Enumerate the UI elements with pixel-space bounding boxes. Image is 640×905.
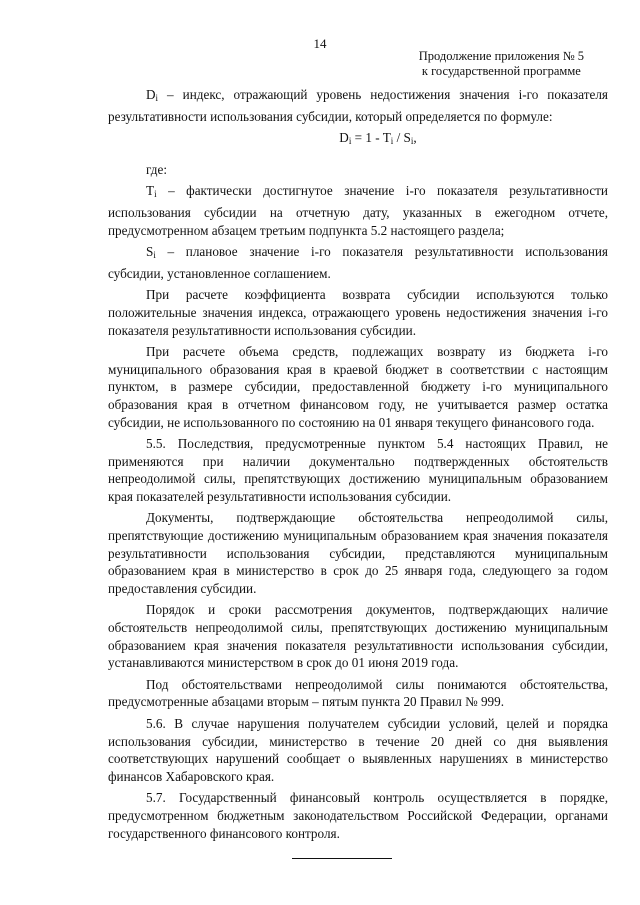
paragraph-5-5: 5.5. Последствия, предусмотренные пунктом 5.4 настоящих Правил, не применяются при наличии документально подтвержденных обстоятельств непреодолимой силы, препятствующих достижению муниципальным образованием края показателей результативности использования субсидии.	[108, 436, 608, 504]
paragraph-positive-values: При расчете коэффициента возврата субсидии используются только положительные значения индекса, отражающего уровень недостижения значения i-го показателя результативности использования субсидии.	[108, 287, 608, 338]
end-rule	[292, 858, 392, 859]
paragraph-t-definition	[108, 182, 608, 239]
paragraph-force-majeure: Под обстоятельствами непреодолимой силы понимаются обстоятельства, предусмотренные абзацами вторым – пятым пункта 20 Правил № 999.	[108, 676, 608, 710]
formula-end: ,	[413, 130, 417, 146]
paragraph-5-7: 5.7. Государственный финансовый контроль осуществляется в порядке, предусмотренном бюджетным законодательством Российской Федерации, органами государственного финансового контроля.	[108, 790, 608, 841]
paragraph-review-procedure: Порядок и сроки рассмотрения документов, подтверждающих наличие обстоятельств непреодолимой силы, препятствующих достижению муниципальным образованием края значения показателя результативности использования субсидии, устанавливаются министерством в срок до 01 июня 2019 года.	[108, 602, 608, 671]
paragraph-documents: Документы, подтверждающие обстоятельства непреодолимой силы, препятствующие достижению муниципальным образованием края значения показателя результативности использования субсидии, представляются муниципальным образованием края в министерство в срок до 25 января года, следующего за годом предоставления субсидии.	[108, 510, 608, 596]
page-number: 14	[313, 36, 327, 51]
appendix-reference	[419, 49, 584, 79]
symbol-t: T	[146, 183, 155, 199]
document-body	[108, 86, 608, 859]
formula	[108, 129, 608, 151]
paragraph-s-definition	[108, 243, 608, 282]
s-definition-text: – плановое значение i-го показателя результативности использования субсидии, установленное соглашением.	[108, 244, 608, 281]
formula-d: D	[339, 130, 349, 146]
paragraph-index-definition	[108, 86, 608, 125]
formula-d-subscript: i	[348, 136, 352, 147]
t-definition-text: – фактически достигнутое значение i-го показателя результативности использования субсидии на отчетную дату, указанных в ежегодном отчете, предусмотренном абзацем третьим подпункта 5.2 настоящего раздела;	[108, 183, 608, 238]
appendix-line-1: Продолжение приложения № 5	[418, 49, 584, 63]
paragraph-where: где:	[146, 161, 167, 177]
index-definition-text: – индекс, отражающий уровень недостижения значения i-го показателя результативности использования субсидии, который определяется по формуле:	[108, 87, 608, 124]
formula-t-subscript: i	[390, 136, 394, 147]
symbol-d-subscript: i	[155, 93, 159, 103]
formula-slash-s: / S	[393, 130, 411, 146]
symbol-d: D	[146, 87, 156, 102]
symbol-s-subscript: i	[153, 250, 156, 261]
formula-s-subscript: i	[410, 136, 414, 147]
paragraph-5-6: 5.6. В случае нарушения получателем субсидии условий, целей и порядка использования субсидии, министерство в течение 20 дней со дня выявления соответствующих нарушений сообщает о выявленных нарушениях в министерство финансов Хабаровского края.	[108, 716, 608, 784]
symbol-t-subscript: i	[154, 189, 157, 200]
symbol-s: S	[146, 244, 154, 260]
appendix-line-2: к государственной программе	[421, 64, 581, 78]
paragraph-return-volume: При расчете объема средств, подлежащих возврату из бюджета i-го муниципального образования края в краевой бюджет в соответствии с настоящим пунктом, в размере субсидии, предоставленной бюджету i-го муниципального образования края в отчетном финансовом году, не учитывается размер остатка субсидии, не использованного по состоянию на 01 января текущего финансового года.	[108, 344, 608, 430]
formula-middle: = 1 - T	[351, 130, 391, 146]
